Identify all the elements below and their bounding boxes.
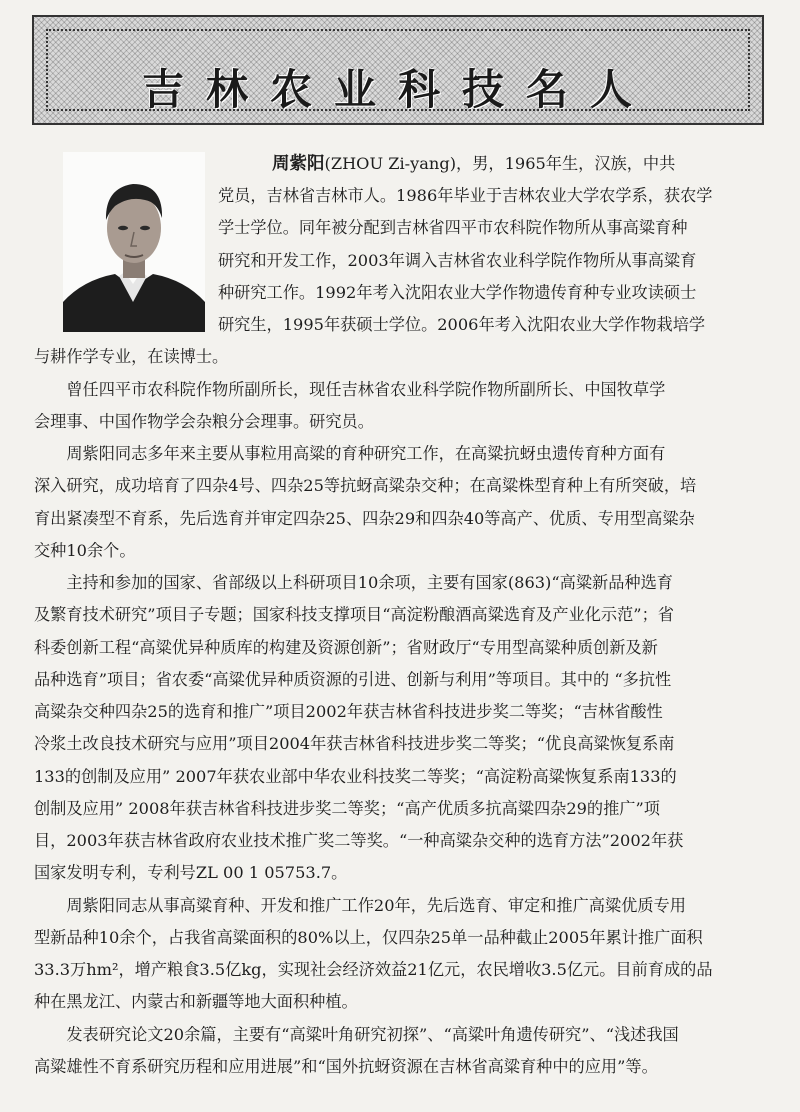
- page-title: 吉林农业科技名人: [141, 65, 654, 114]
- text-line-21: 创制及应用” 2008年获吉林省科技进步奖二等奖；“高产优质多抗高粱四杂29的推广”项: [34, 799, 660, 818]
- portrait-photo: [63, 152, 205, 332]
- text-line-20: 133的创制及应用” 2007年获农业部中华农业科技奖二等奖；“高淀粉高粱恢复系南133的: [34, 767, 677, 786]
- text-line-19: 冷浆土改良技术研究与应用”项目2004年获吉林省科技进步奖二等奖；“优良高粱恢复系南: [34, 734, 675, 753]
- person-name: 周紫阳: [272, 154, 325, 174]
- text-line-10: 周紫阳同志多年来主要从事粒用高粱的育种研究工作，在高粱抗蚜虫遗传育种方面有: [34, 444, 666, 463]
- text-line-6: 研究生，1995年获硕士学位。2006年考入沈阳农业大学作物栽培学: [218, 315, 706, 334]
- text-line-2: 党员，吉林省吉林市人。1986年毕业于吉林农业大学农学系，获农学: [218, 186, 713, 205]
- text-line-7: 与耕作学专业，在读博士。: [34, 347, 229, 366]
- text-line-17: 品种选育”项目；省农委“高粱优异种质资源的引进、创新与利用”等项目。其中的 “多抗性: [34, 670, 672, 689]
- text-line-27: 种在黑龙江、内蒙古和新疆等地大面积种植。: [34, 992, 358, 1011]
- text-line-16: 科委创新工程“高粱优异种质库的构建及资源创新”；省财政厅“专用型高粱种质创新及新: [34, 638, 658, 657]
- text-line-11: 深入研究，成功培育了四杂4号、四杂25等抗蚜高粱杂交种；在高粱株型育种上有所突破，培: [34, 476, 697, 495]
- text-line-29: 高粱雄性不育系研究历程和应用进展”和“国外抗蚜资源在吉林省高粱育种中的应用”等。: [34, 1057, 658, 1076]
- text-line-12: 育出紧凑型不育系，先后选育并审定四杂25、四杂29和四杂40等高产、优质、专用型高粱杂: [34, 509, 695, 528]
- text-line-9: 会理事、中国作物学会杂粮分会理事。研究员。: [34, 412, 374, 431]
- text-line-8: 曾任四平市农科院作物所副所长，现任吉林省农业科学院作物所副所长、中国牧草学: [34, 380, 666, 399]
- text-line-14: 主持和参加的国家、省部级以上科研项目10余项，主要有国家(863)“高粱新品种选育: [34, 573, 673, 592]
- text-line-26: 33.3万hm²，增产粮食3.5亿kg，实现社会经济效益21亿元，农民增收3.5亿元。目前育成的品: [34, 960, 713, 979]
- portrait-illustration: [63, 152, 205, 332]
- text-line-25: 型新品种10余个，占我省高粱面积的80%以上，仅四杂25单一品种截止2005年累计推广面积: [34, 928, 703, 947]
- text-line-22: 目，2003年获吉林省政府农业技术推广奖二等奖。“一种高粱杂交种的选育方法”2002年获: [34, 831, 684, 850]
- text-line-13: 交种10余个。: [34, 541, 136, 560]
- text-line-1: 周紫阳(ZHOU Zi-yang)，男，1965年生，汉族，中共: [272, 154, 676, 174]
- title-banner: [32, 15, 764, 125]
- text-line-15: 及繁育技术研究”项目子专题；国家科技支撑项目“高淀粉酿酒高粱选育及产业化示范”；省: [34, 605, 674, 624]
- text-line-5: 种研究工作。1992年考入沈阳农业大学作物遗传育种专业攻读硕士: [218, 283, 697, 302]
- text-line-28: 发表研究论文20余篇，主要有“高粱叶角研究初探”、“高粱叶角遗传研究”、“浅述我国: [34, 1025, 679, 1044]
- text-line-4: 研究和开发工作，2003年调入吉林省农业科学院作物所从事高粱育: [218, 251, 697, 270]
- text-line-3: 学士学位。同年被分配到吉林省四平市农科院作物所从事高粱育种: [218, 218, 688, 237]
- text-line-18: 高粱杂交种四杂25的选育和推广”项目2002年获吉林省科技进步奖二等奖；“吉林省酸性: [34, 702, 663, 721]
- text-line-23: 国家发明专利，专利号ZL 00 1 05753.7。: [34, 863, 348, 882]
- text-line-24: 周紫阳同志从事高粱育种、开发和推广工作20年，先后选育、审定和推广高粱优质专用: [34, 896, 686, 915]
